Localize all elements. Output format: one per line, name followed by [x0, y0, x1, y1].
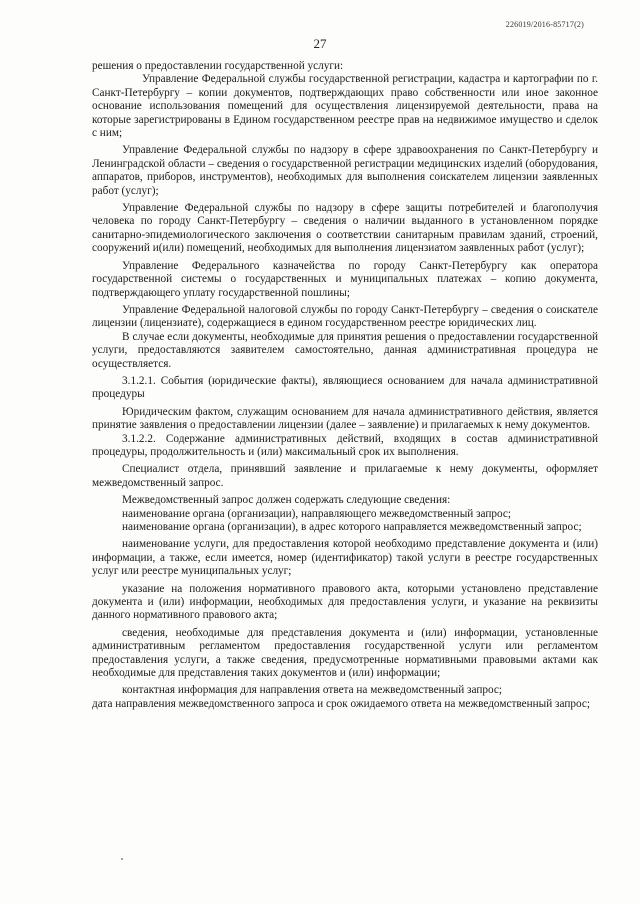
paragraph: Управление Федеральной службы по надзору в сфере здравоохранения по Санкт-Петербургу и Ленинградской области – сведения о государственной регистрации медицинских изделий (оборудования, аппаратов, приборов, инструментов), необходимых для выполнения соискателем лицензии заявленных работ (услуг); — [92, 144, 598, 197]
list-item: наименование органа (организации), в адрес которого направляется межведомственный запрос; — [122, 521, 582, 533]
paragraph: Управление Федеральной службы государственной регистрации, кадастра и картографии по г. Санкт-Петербургу – копии документов, подтверждающих право собственности или иное законное основание использования помещений для осуществления лицензируемой деятельности, права на которые зарегистрированы в Едином государственном реестре прав на недвижимое имущество и сделок с ним; — [92, 73, 598, 140]
scan-speck — [121, 858, 123, 860]
paragraph: Управление Федерального казначейства по городу Санкт-Петербургу как оператора государственной системы о государственных и муниципальных платежах – копию документа, подтверждающего уплату государственной пошлины; — [92, 259, 598, 299]
list-item: дата направления межведомственного запроса и срок ожидаемого ответа на межведомственный запрос; — [92, 697, 590, 710]
list-item: наименование услуги, для предоставления которой необходимо представление документа и (или) информации, а также, если имеется, номер (идентификатор) такой услуги в реестре государственных услуг или реестре муниципальных услуг; — [92, 538, 598, 578]
paragraph: В случае если документы, необходимые для принятия решения о предоставлении государственной услуги, предоставляются заявителем самостоятельно, данная административная процедура не осуществляется. — [92, 330, 598, 370]
paragraph: Межведомственный запрос должен содержать следующие сведения: — [122, 494, 451, 507]
paragraph: Специалист отдела, принявший заявление и прилагаемые к нему документы, оформляет межведомственный запрос. — [92, 463, 598, 489]
list-item: указание на положения нормативного правового акта, которыми установлено представление документа и (или) информации, необходимых для предоставления услуги, и указание на реквизиты данного нормативного правового акта; — [92, 582, 598, 622]
paragraph: Управление Федеральной налоговой службы по городу Санкт-Петербургу – сведения о соискателе лицензии (лицензиате), содержащиеся в едином государственном реестре юридических лиц. — [92, 303, 598, 330]
page-number: 27 — [313, 36, 327, 51]
paragraph: Юридическим фактом, служащим основанием для начала административного действия, является принятие заявления о предоставлении лицензии (далее – заявление) и прилагаемых к нему документов. — [92, 405, 598, 432]
section-heading: 3.1.2.1. События (юридические факты), являющиеся основанием для начала административной процедуры — [92, 374, 598, 401]
list-item: наименование органа (организации), направляющего межведомственный запрос; — [122, 507, 512, 520]
paragraph: Управление Федеральной службы по надзору в сфере защиты потребителей и благополучия человека по городу Санкт-Петербургу – сведения о наличии выданного в установленном порядке санитарно-эпидемиологического заключения о соответствии санитарным правилам зданий, строений, сооружений и(или) помещений, необходимых для выполнения лицензиатом заявленных работ (услуг); — [92, 202, 598, 255]
list-item: сведения, необходимые для представления документа и (или) информации, установленные административным регламентом предоставления государственной услуги или регламентом предоставления услуги, а также сведения, предусмотренные нормативными правовыми актами как необходимые для представления таких документов и (или) информации; — [92, 626, 598, 680]
section-heading: 3.1.2.2. Содержание административных действий, входящих в состав административной процедуры, продолжительность и (или) максимальный срок их выполнения. — [92, 432, 598, 458]
paragraph: решения о предоставлении государственной услуги: — [92, 60, 344, 72]
document-id: 226019/2016-85717(2) — [505, 20, 584, 29]
document-body — [92, 60, 598, 711]
list-item: контактная информация для направления ответа на межведомственный запрос; — [122, 684, 503, 697]
